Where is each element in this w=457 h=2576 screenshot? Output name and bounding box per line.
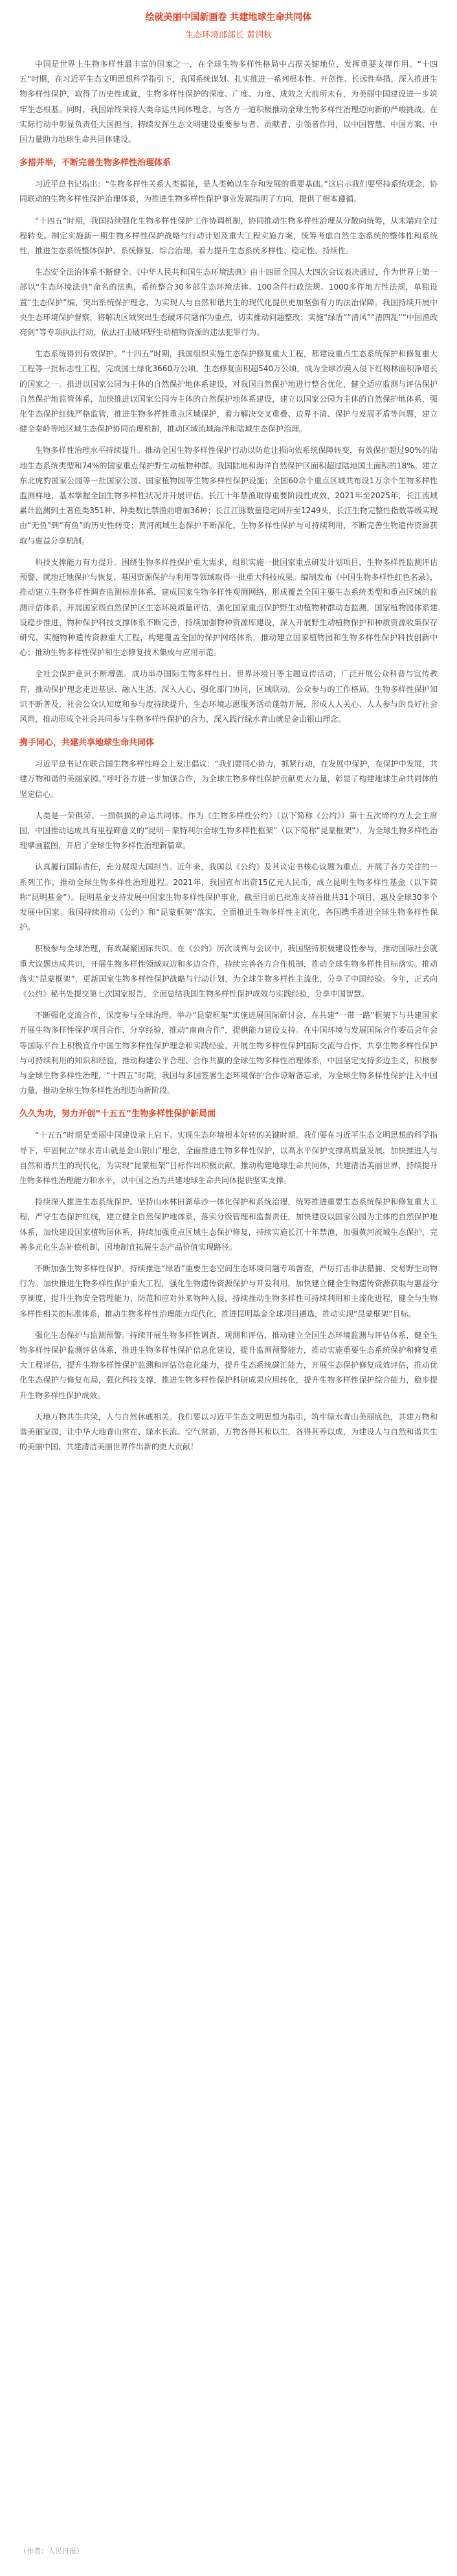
paragraph: 中国是世界上生物多样性最丰富的国家之一，在全球生物多样性格局中占据关键地位，发挥重要支撑作用。“十四五”时期，在习近平生态文明思想科学指引下，我国系统谋划、扎实推进一系列根本性、开创性、长远性举措，深入推进生物多样性保护，取得了历史性成就，生物多样性保护的深度、广度、力度、成效之大前所未有，为美丽中国建设进一步筑牢生态根基。同时，我国始终秉持人类命运共同体理念，与各方一道积极推动全球生物多样性治理迈向新的严峻挑战。在实际行动中彰显负责任大国担当，持续发挥生态文明建设重要参与者、贡献者、引领者作用，以中国智慧、中国方案、中国力量助力地球生命共同体建设。 [19, 60, 438, 144]
paragraph: 习近平总书记在联合国生物多样性峰会上发出倡议：“我们要同心协力，抓紧行动，在发展中保护，在保护中发展，共建万物和谐的美丽家园。”呼吁各方进一步加强合作，为全球生物多样性保护贡献更大力量，彰显了构建地球生命共同体的坚定信心。 [19, 759, 438, 799]
paragraph: “十五五”时期是美丽中国建设承上启下、实现生态环境根本好转的关键时期。我们要在习近平生态文明思想的科学指导下，牢固树立“绿水青山就是金山银山”理念，全面推进生物多样性保护，以高水平保护支撑高质量发展，加快推进人与自然和谐共生的现代化，为实现“昆蒙框架”目标作出积极贡献，推动构建地球生命共同体，共建清洁美丽世界，持续提升生物多样性治理能力和水平，以中国之治为共建地球生命共同体提供坚实支撑。 [19, 1131, 438, 1185]
intro-section [19, 57, 438, 147]
paragraph: 生态安全法治体系不断健全。《中华人民共和国生态环境法典》由十四届全国人大四次会议表决通过，作为世界上第一部以“生态环境法典”命名的法典，系统整合30多部生态环境法律、100余件行政法规、1000多件地方性法规，单独设置“生态保护”编，突出系统保护理念，为实现人与自然和谐共生的现代化提供更加坚强有力的法治保障。我国持续开展中央生态环境保护督察，将解决区域突出生态破坏问题作为重点，切实推动问题整改；实施“绿盾”“清风”“清四乱”“中国渔政亮剑”等专项执法行动，依法打击破坏野生动植物资源的违法犯罪行为。 [19, 268, 438, 338]
paragraph: 积极参与全球治理，有效凝聚国际共识。在《公约》历次谈判与会议中，我国坚持积极建设性参与，推动国际社会就重大议题达成共识，开展生物多样性领域双边和多边合作，持续完善各方合作机制，推动全球生物多样性目标落实。推动落实“昆蒙框架”，更新国家生物多样性保护战略与行动计划，为全球生物多样性主流化，分享了中国经验。今年，正式向《公约》秘书处提交第七次国家报告，全面总结我国生物多样性保护成效与实践经验，分享中国智慧。 [19, 944, 438, 998]
paragraph: 强化生态保护与监测预警。持续开展生物多样性调查、观测和评估，推动建立全国生态环境监测与评估体系，健全生物多样性保护监测评估体系，推进生物多样性保护信息化建设，提升监测预警能力，推动实施重要生态系统保护和修复重大工程评估，提升生物多样性保护监测和评估信息化能力，提升生态系统碳汇能力，开展生态保护修复成效评估，推动优化生态保护与修复布局，强化科技支撑，推进生物多样性保护科研成果应用转化，提升生物多样性保护综合能力，稳步提升生物多样性保护成效。 [19, 1330, 438, 1400]
paragraph: 习近平总书记指出：“生物多样性关系人类福祉，是人类赖以生存和发展的重要基础。”这启示我们要坚持系统观念，协同联动的生物多样性保护治理体系，为推进生物多样性保护事业发展指明了方向，提供了根本遵循。 [19, 179, 438, 204]
article-source: （作者：人民日报） [19, 2547, 84, 2555]
paragraph: 科技支撑能力有力提升。围绕生物多样性保护重大需求，组织实施一批国家重点研发计划项目，生物多样性监测评估预警、就地迁地保护与恢复、基因资源保护与利用等领域取得一批重大科技成果。编制发布《中国生物多样性红色名录》，推动建立生物多样性调查监测标准体系，建成国家生物多样性观测网络，形成覆盖全国主要生态系统类型和重点区域的监测评估体系，开展国家级自然保护区生态环境质量评估，强化国家重点保护野生动植物种群动态监测，国家植物园体系建设稳步推进，物种保护科技支撑体系不断完善，持续加强物种资源库建设，深入开展野生动植物保护和种质资源收集保存研究，实施物种遗传资源重大工程，构建覆盖全国的保护网络体系，推动建立国家植物园和生物多样性保护科技创新中心；推动生物多样性保护和生态修复技术集成与应用示范。 [19, 557, 438, 658]
section-heading: 携手同心，共建共享地球生命共同体 [19, 738, 155, 748]
paragraph: 不断强化交流合作，深度参与全球治理。举办“昆蒙框架”实施进展国际研讨会，在共建“一带一路”框架下与共建国家开展生物多样性保护项目合作、分享经验，推动“南南合作”，提供能力建设支持。在中国环境与发展国际合作委员会年会等国际平台上积极宣介中国生物多样性保护理念和实践经验，开展生物多样性保护国际交流与合作，共享生物多样性保护与可持续利用的知识和经验，推动构建公平合理、合作共赢的全球生物多样性治理体系，中国坚定支持多边主义，积极参与全球生物多样性治理，“十四五”时期，我国与多国签署生态环境保护合作谅解备忘录，为全球生物多样性保护注入中国力量，推动全球生物多样性治理迈向新阶段。 [19, 1011, 438, 1096]
paragraph: 生物多样性治理水平持续提升。推动全国生物多样性保护行动以防危让损向依系统保障转变，有效保护超过90%的陆地生态系统类型和74%的国家重点保护野生动植物种群。我国陆地和海洋自然保护区面积超过陆地国土面积的18%。建立东北虎豹国家公园等一批国家公园、国家植物园等生物多样性保护设施；全国60余个重点区域共布设1万余个生物多样性监测样地，基本掌握全国生物多样性状况并开展评估。长江十年禁渔取得重要阶段性成效，2021年至2025年，长江流域累计监测到土著鱼类351种、种类数比禁渔前增加36种；长江江豚数量稳定回升至1249头，长江生物完整性指数等级实现由“无鱼”到“有鱼”的历史性转变；黄河流域生态保护不断深化，生物多样性保护与可持续利用，不断完善生物遗传资源获取与惠益分享机制。 [19, 446, 438, 546]
section-heading: 久久为功，努力开创“十五五”生物多样性保护新局面 [19, 1109, 216, 1120]
paragraph: 天地万物共生共荣，人与自然休戚相关。我们要以习近平生态文明思想为指引，筑牢绿水青山美丽底色，共建万物和谐美丽家园，让中华大地青山常在、绿水长流、空气常新，万物各得其和以生，各得其养以成，为建设人与自然和谐共生的美丽中国、共建清洁美丽世界作出新的更大贡献！ [19, 1412, 438, 1452]
paragraph: 持续深入推进生态系统保护。坚持山水林田湖草沙一体化保护和系统治理，统筹推进重要生态系统保护和修复重大工程，严守生态保护红线，建立健全自然保护地体系，落实分级管理和监督责任，加快建设以国家公园为主体的自然保护地体系，加快建设国家植物园体系，持续加强重点区域生态保护修复，持续实施长江十年禁渔，加强黄河流域生态保护，完善多元化生态补偿机制，因地制宜拓展生态产品价值实现路径。 [19, 1197, 438, 1252]
paragraph: 生态系统得到有效保护。“十四五”时期，我国组织实施生态保护修复重大工程，都建设重点生态系统保护和修复重大工程等一批标志性工程，完成国土绿化3660万公顷，生态修复面积超540万公顷，成为全球沙漠入侵下红树林面积净增长的国家之一。推进以国家公园为主体的自然保护地体系建设，对我国自然保护地进行整合优化，健全适应监测与评估保护自然保护地监管体系，加快推进以国家公园为主体的自然保护地体系建设，建立以国家公园为主体的自然保护地体系，强化生态保护红线严格监管，推进生物多样性重点区域保护，着力解决交叉重叠、边界不清、保护与发展矛盾等问题，建立健全秦岭等地区域生态保护协同治理机制，推动区域流域海洋和陆域生态保护治理。 [19, 349, 438, 434]
paragraph: 全社会保护意识不断增强。成功举办国际生物多样性日、世界环境日等主题宣传活动，广泛开展公众科普与宣传教育，推动保护理念走进基层、融入生活、深入人心，强化部门协同，区域联动，公众参与的工作格局，生物多样性保护知识不断普及，社会公众认知度和参与度持续提升，生态环境志愿服务活动蓬勃开展，形成人人关心、人人参与的良好社会风尚，推动形成全社会共同参与生物多样性保护的合力，深入践行绿水青山就是金山银山理念。 [19, 669, 438, 724]
article-title: 绘就美丽中国新画卷 共建地球生命共同体 [145, 12, 312, 23]
section-heading: 多措并举，不断完善生物多样性治理体系 [19, 158, 172, 168]
paragraph: 认真履行国际责任，充分展现大国担当。近年来，我国以《公约》及其议定书核心议题为重点，开展了各方关注的一系列工作，推动全球生物多样性治理进程。2021年，我国宣布出资15亿元人民币，成立昆明生物多样性基金（以下简称“昆明基金”）。昆明基金支持发展中国家生物多样性保护事业，截至目前已批准支持首批共31个项目，惠及全球30多个发展中国家。我国持续推动《公约》和“昆蒙框架”落实，全面推进生物多样性主流化，各国携手推进全球生物多样性保护。 [19, 862, 438, 932]
section-cooperation [19, 736, 438, 1098]
paragraph: 不断加强生物多样性保护。持续推进“绿盾”重要生态空间生态环境问题专项督查，严厉打击非法猎捕、交易野生动物行为。加快推进生物多样性保护重大工程，强化生物遗传资源保护与开发利用，加快建立健全生物遗传资源获取与惠益分享制度，提升生物安全管理能力，防范和应对外来物种入侵，持续推动生物多样性可持续利用和主流化进程，健全与生物多样性相关的标准体系，推动生物多样性治理能力现代化，推进昆明基金全球项目遴选，推动实现“昆蒙框架”目标。 [19, 1264, 438, 1318]
article-byline: 生态环境部部长 黄润秋 [184, 30, 273, 40]
section-governance [19, 156, 438, 727]
paragraph: “十四五”时期，我国持续强化生物多样性保护工作协调机制，协同推动生物多样性治理从分散向统筹，从末端向全过程转变。制定实施新一期生物多样性保护战略与行动计划及重大工程实施方案，统筹考虑自然生态系统的整体性和系统性，推进生态系统整体保护、系统修复、综合治理，着力提升生态系统多样性、稳定性、持续性。 [19, 216, 438, 256]
section-outlook [19, 1107, 438, 1455]
paragraph: 人类是一荣俱荣、一损俱损的命运共同体。作为《生物多样性公约》（以下简称《公约》）第十五次缔约方大会主席国，中国推动达成具有里程碑意义的“昆明－蒙特利尔全球生物多样性框架”（以下简称“昆蒙框架”），为全球生物多样性治理擘画蓝图，开启了全球生物多样性治理新篇章。 [19, 811, 438, 851]
